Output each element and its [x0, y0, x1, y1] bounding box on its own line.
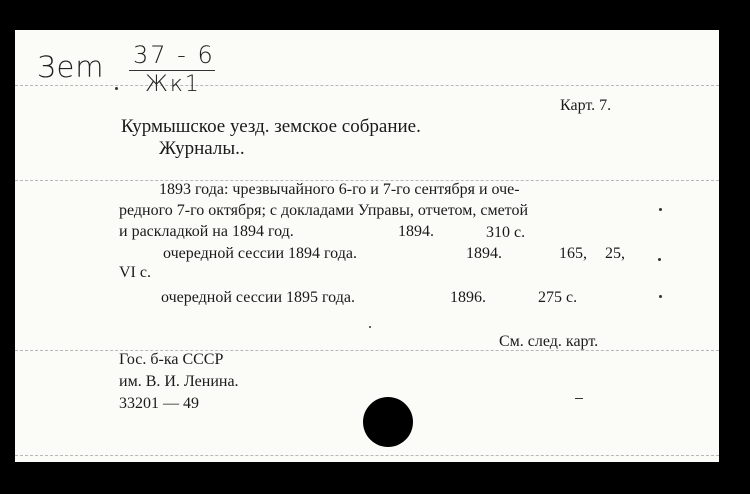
stray-mark — [658, 258, 661, 261]
entry-pages: 165, — [559, 245, 587, 262]
entry-year: 1894. — [398, 223, 434, 240]
entry-year: 1894. — [466, 245, 502, 262]
library-stamp-line: 33201 — 49 — [119, 395, 199, 412]
entry-line: VI с. — [119, 264, 151, 281]
card-title: Курмышское уезд. земское собрание. — [121, 116, 421, 137]
card-number: Карт. 7. — [560, 97, 612, 114]
handwritten-prefix: Зem — [37, 50, 105, 84]
stray-mark — [659, 295, 662, 298]
entry-pages: 25, — [605, 245, 625, 262]
stray-mark — [659, 208, 662, 211]
entry-line: очередной сессии 1894 года. — [163, 245, 357, 262]
punch-hole — [363, 397, 413, 447]
entry-line: очередной сессии 1895 года. — [161, 289, 355, 306]
entry-line: и раскладкой на 1894 год. — [119, 223, 294, 240]
fraction-line — [129, 70, 215, 71]
entry-line: 1893 года: чрезвычайного 6-го и 7-го сентября и оче- — [159, 181, 520, 198]
handwritten-numerator: 37 - 6 — [133, 41, 215, 69]
catalog-card — [15, 30, 719, 462]
stray-mark — [369, 326, 371, 328]
entry-pages: 275 с. — [538, 289, 578, 306]
handwritten-denominator: Жк1 — [145, 72, 201, 97]
entry-pages: 310 с. — [486, 224, 526, 241]
entry-year: 1896. — [450, 289, 486, 306]
stray-mark — [575, 398, 583, 399]
library-stamp-line: им. В. И. Ленина. — [119, 373, 239, 390]
card-rule — [15, 455, 719, 456]
card-subtitle: Журналы.. — [159, 138, 245, 159]
continuation-note: См. след. карт. — [499, 333, 599, 350]
entry-line: редного 7-го октября; с докладами Управы, отчетом, сметой — [119, 202, 529, 219]
library-stamp-line: Гос. б-ка СССР — [119, 351, 224, 368]
card-rule — [15, 85, 719, 86]
ink-dot — [115, 87, 118, 90]
